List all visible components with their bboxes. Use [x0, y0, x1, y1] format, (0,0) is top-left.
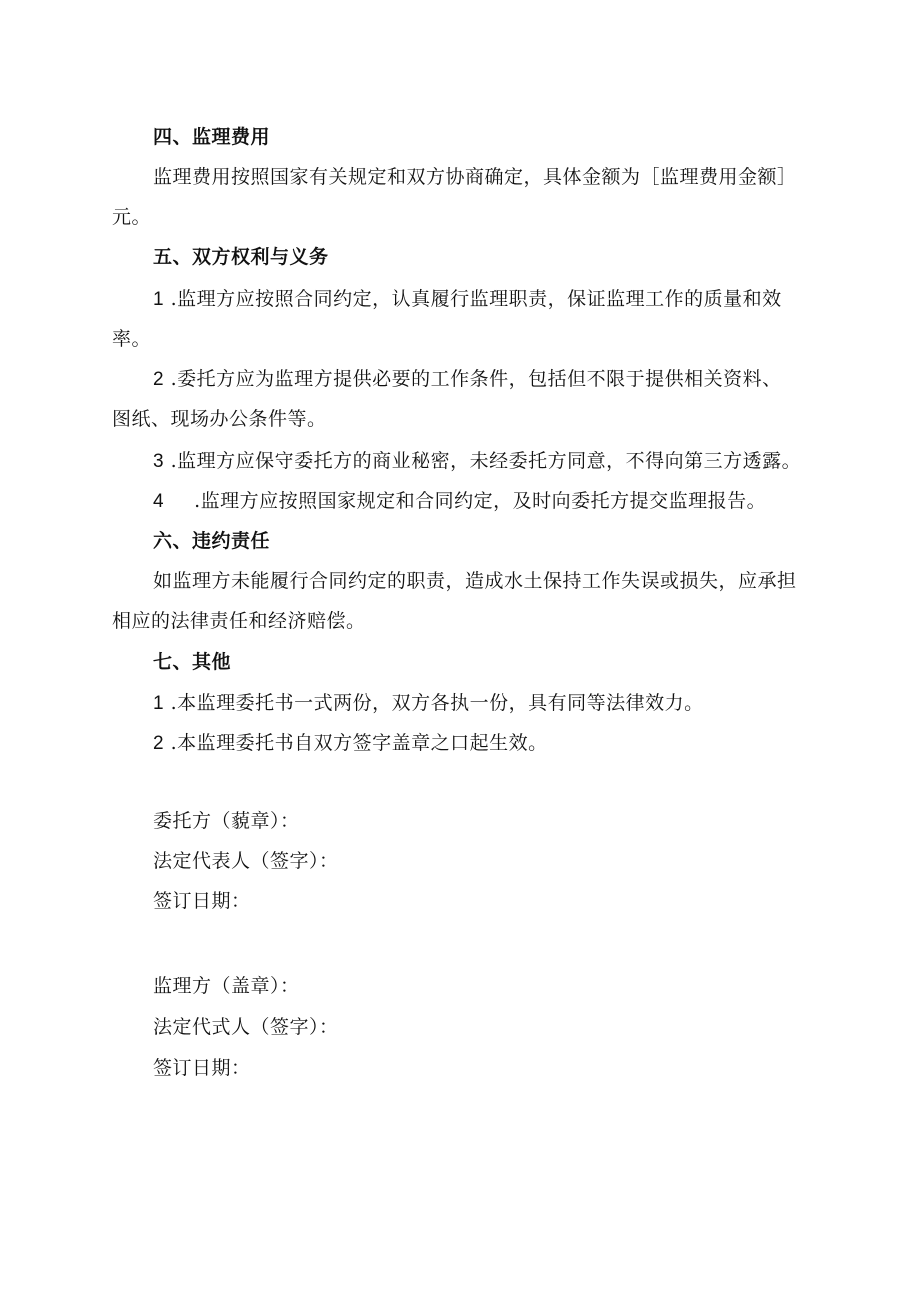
client-representative-label: 法定代表人（签字）：	[153, 850, 339, 872]
item-text: .监理方应按照国家规定和合同约定，及时向委托方提交监理报告。	[194, 490, 767, 512]
supervisor-representative-label: 法定代式人（签字）：	[153, 1016, 339, 1038]
item-text: .本监理委托书一式两份，双方各执一份，具有同等法律效力。	[170, 692, 704, 714]
section-4-paragraph-line-2: 元。	[112, 206, 152, 228]
section-5-item-2-continuation: 图纸、现场办公条件等。	[112, 408, 327, 430]
supervisor-seal-label: 监理方（盖章）：	[153, 975, 300, 997]
section-5-heading: 五、双方权利与义务	[153, 246, 329, 268]
client-seal-label: 委托方（藐章）：	[153, 810, 300, 832]
item-number: 2	[153, 369, 165, 390]
section-5-item-1	[153, 287, 782, 312]
section-7-item-2	[153, 731, 548, 756]
supervisor-date-label: 签订日期：	[153, 1057, 251, 1079]
item-text: .本监理委托书自双方签字盖章之口起生效。	[170, 732, 548, 754]
section-6-paragraph-line-1: 如监理方未能履行合同约定的职责，造成水土保持工作失误或损失，应承担	[153, 570, 797, 592]
section-7-item-1	[153, 691, 704, 716]
section-5-item-3	[153, 449, 801, 474]
section-5-item-4	[153, 489, 766, 514]
item-text: .监理方应按照合同约定，认真履行监理职责，保证监理工作的质量和效	[170, 288, 782, 310]
item-number: 3	[153, 451, 165, 472]
section-4-heading: 四、监理费用	[153, 126, 271, 148]
item-text: .委托方应为监理方提供必要的工作条件，包括但不限于提供相关资料、	[170, 368, 782, 390]
client-date-label: 签订日期：	[153, 890, 251, 912]
item-number: 4	[153, 491, 165, 512]
section-5-item-2	[153, 367, 782, 392]
item-text: .监理方应保守委托方的商业秘密，未经委托方同意，不得向第三方透露。	[170, 450, 802, 472]
section-5-item-1-continuation: 率。	[112, 328, 152, 350]
item-number: 2	[153, 733, 165, 754]
section-7-heading: 七、其他	[153, 651, 232, 673]
item-number: 1	[153, 693, 165, 714]
section-6-heading: 六、违约责任	[153, 530, 271, 552]
section-4-paragraph-line-1: 监理费用按照国家有关规定和双方协商确定，具体金额为［监理费用金额］	[153, 166, 797, 188]
item-number: 1	[153, 289, 165, 310]
section-6-paragraph-line-2: 相应的法律责任和经济赔偿。	[112, 610, 366, 632]
